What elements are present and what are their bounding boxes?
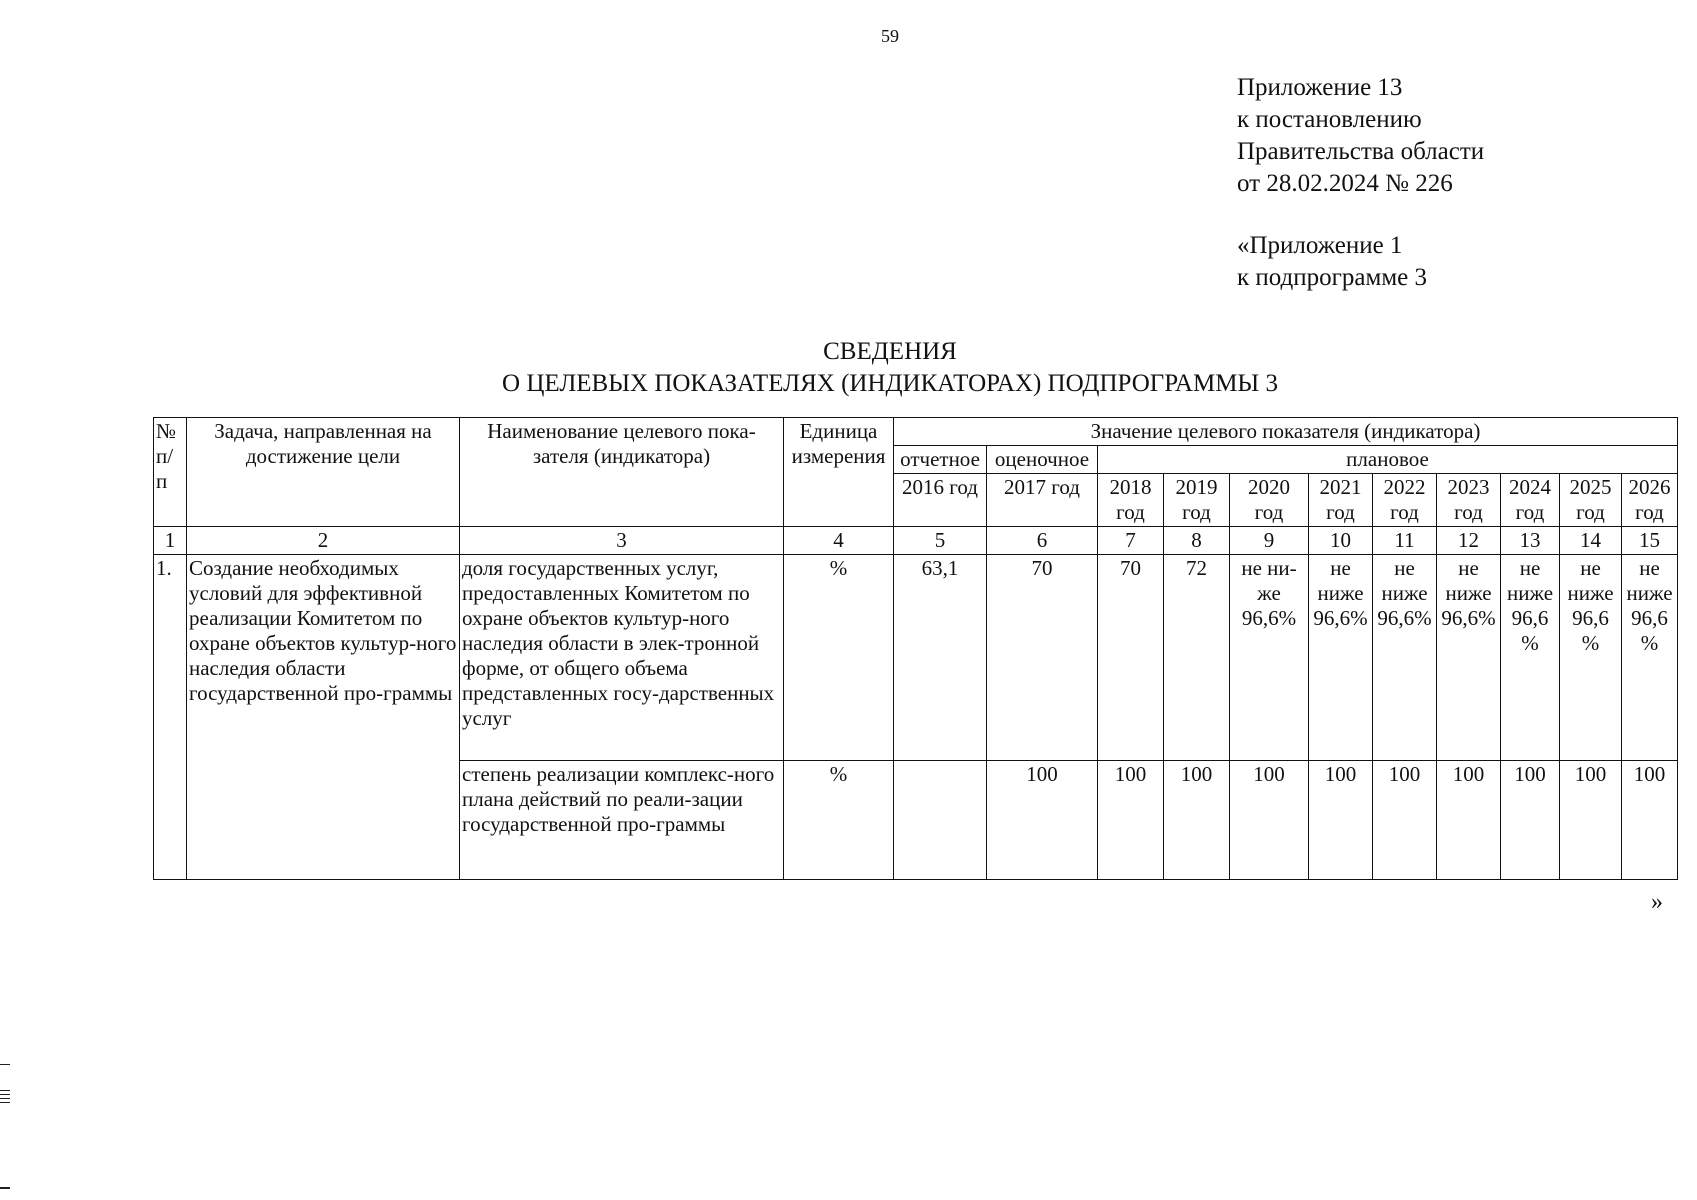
- header-year: 2018 год: [1098, 474, 1164, 527]
- value-cell: 70: [987, 555, 1098, 761]
- indicator-cell: степень реализации комплекс-ного плана действий по реали-зации государственной про-граммы: [460, 761, 784, 880]
- value-cell: 100: [1309, 761, 1373, 880]
- indicators-table: [153, 417, 1678, 880]
- indicator-cell: доля государственных услуг, предоставленных Комитетом по охране объектов культур-ного наследия области в элек-тронной форме, от общего объема представленных госу-дарственных услуг: [460, 555, 784, 761]
- margin-mark: [0, 1102, 10, 1103]
- column-number: 12: [1437, 527, 1501, 555]
- column-number: 10: [1309, 527, 1373, 555]
- header-year: 2020 год: [1230, 474, 1309, 527]
- header-year: 2017 год: [987, 474, 1098, 527]
- value-cell: не ниже 96,6 %: [1560, 555, 1622, 761]
- header-year: 2022 год: [1373, 474, 1437, 527]
- header-year: 2019 год: [1164, 474, 1230, 527]
- document-subtitle: О ЦЕЛЕВЫХ ПОКАЗАТЕЛЯХ (ИНДИКАТОРАХ) ПОДПРОГРАММЫ 3: [502, 370, 1278, 397]
- column-number: 5: [894, 527, 987, 555]
- unit-cell: %: [784, 761, 894, 880]
- value-cell: не ниже 96,6%: [1373, 555, 1437, 761]
- column-number: 9: [1230, 527, 1309, 555]
- column-number: 15: [1622, 527, 1678, 555]
- margin-mark: [0, 1094, 10, 1095]
- closing-quote: »: [1651, 889, 1663, 915]
- header-indicator: Наименование целевого пока-зателя (индикатора): [460, 418, 784, 527]
- value-cell: 100: [1501, 761, 1560, 880]
- value-cell: не ни-же 96,6%: [1230, 555, 1309, 761]
- margin-mark: [0, 1098, 10, 1099]
- header-year: 2021 год: [1309, 474, 1373, 527]
- value-cell: 70: [1098, 555, 1164, 761]
- header-year: 2016 год: [894, 474, 987, 527]
- task-cell: Создание необходимых условий для эффективной реализации Комитетом по охране объектов культур-ного наследия области государственной про-граммы: [187, 555, 460, 880]
- value-cell: 63,1: [894, 555, 987, 761]
- header-estimated: оценочное: [987, 446, 1098, 474]
- margin-mark: [0, 1090, 10, 1091]
- header-year: 2026 год: [1622, 474, 1678, 527]
- value-cell: 72: [1164, 555, 1230, 761]
- value-cell: 100: [1560, 761, 1622, 880]
- attachment-line: к постановлению: [1237, 106, 1422, 133]
- margin-mark: [0, 1064, 10, 1065]
- value-cell: 100: [1622, 761, 1678, 880]
- attachment-line: от 28.02.2024 № 226: [1237, 170, 1453, 197]
- page-number: 59: [881, 26, 899, 46]
- value-cell: 100: [1373, 761, 1437, 880]
- column-number: 4: [784, 527, 894, 555]
- header-reported: отчетное: [894, 446, 987, 474]
- sub-attachment-line: к подпрограмме 3: [1237, 264, 1427, 291]
- header-planned: плановое: [1098, 446, 1678, 474]
- column-number: 13: [1501, 527, 1560, 555]
- header-task: Задача, направленная на достижение цели: [187, 418, 460, 527]
- column-number: 14: [1560, 527, 1622, 555]
- header-unit: Единица измерения: [784, 418, 894, 527]
- value-cell: 100: [1230, 761, 1309, 880]
- table-row: [154, 555, 1678, 761]
- value-cell: [894, 761, 987, 880]
- attachment-line: Правительства области: [1237, 138, 1485, 165]
- header-year: 2023 год: [1437, 474, 1501, 527]
- column-number: 2: [187, 527, 460, 555]
- value-cell: не ниже 96,6 %: [1622, 555, 1678, 761]
- column-number: 7: [1098, 527, 1164, 555]
- column-number: 11: [1373, 527, 1437, 555]
- column-number: 1: [154, 527, 187, 555]
- value-cell: 100: [1164, 761, 1230, 880]
- column-number: 6: [987, 527, 1098, 555]
- value-cell: 100: [1098, 761, 1164, 880]
- header-value-group: Значение целевого показателя (индикатора): [894, 418, 1678, 446]
- column-number: 8: [1164, 527, 1230, 555]
- margin-mark: [0, 1187, 10, 1189]
- value-cell: 100: [987, 761, 1098, 880]
- value-cell: не ниже 96,6 %: [1501, 555, 1560, 761]
- column-number: 3: [460, 527, 784, 555]
- unit-cell: %: [784, 555, 894, 761]
- value-cell: не ниже 96,6%: [1309, 555, 1373, 761]
- row-number: 1.: [154, 555, 187, 880]
- attachment-line: Приложение 13: [1237, 74, 1403, 101]
- header-num: № п/п: [154, 418, 187, 527]
- document-title: СВЕДЕНИЯ: [823, 338, 957, 365]
- header-year: 2024 год: [1501, 474, 1560, 527]
- attachment-block: [1237, 72, 1484, 294]
- header-year: 2025 год: [1560, 474, 1622, 527]
- value-cell: 100: [1437, 761, 1501, 880]
- sub-attachment-line: «Приложение 1: [1237, 232, 1403, 259]
- value-cell: не ниже 96,6%: [1437, 555, 1501, 761]
